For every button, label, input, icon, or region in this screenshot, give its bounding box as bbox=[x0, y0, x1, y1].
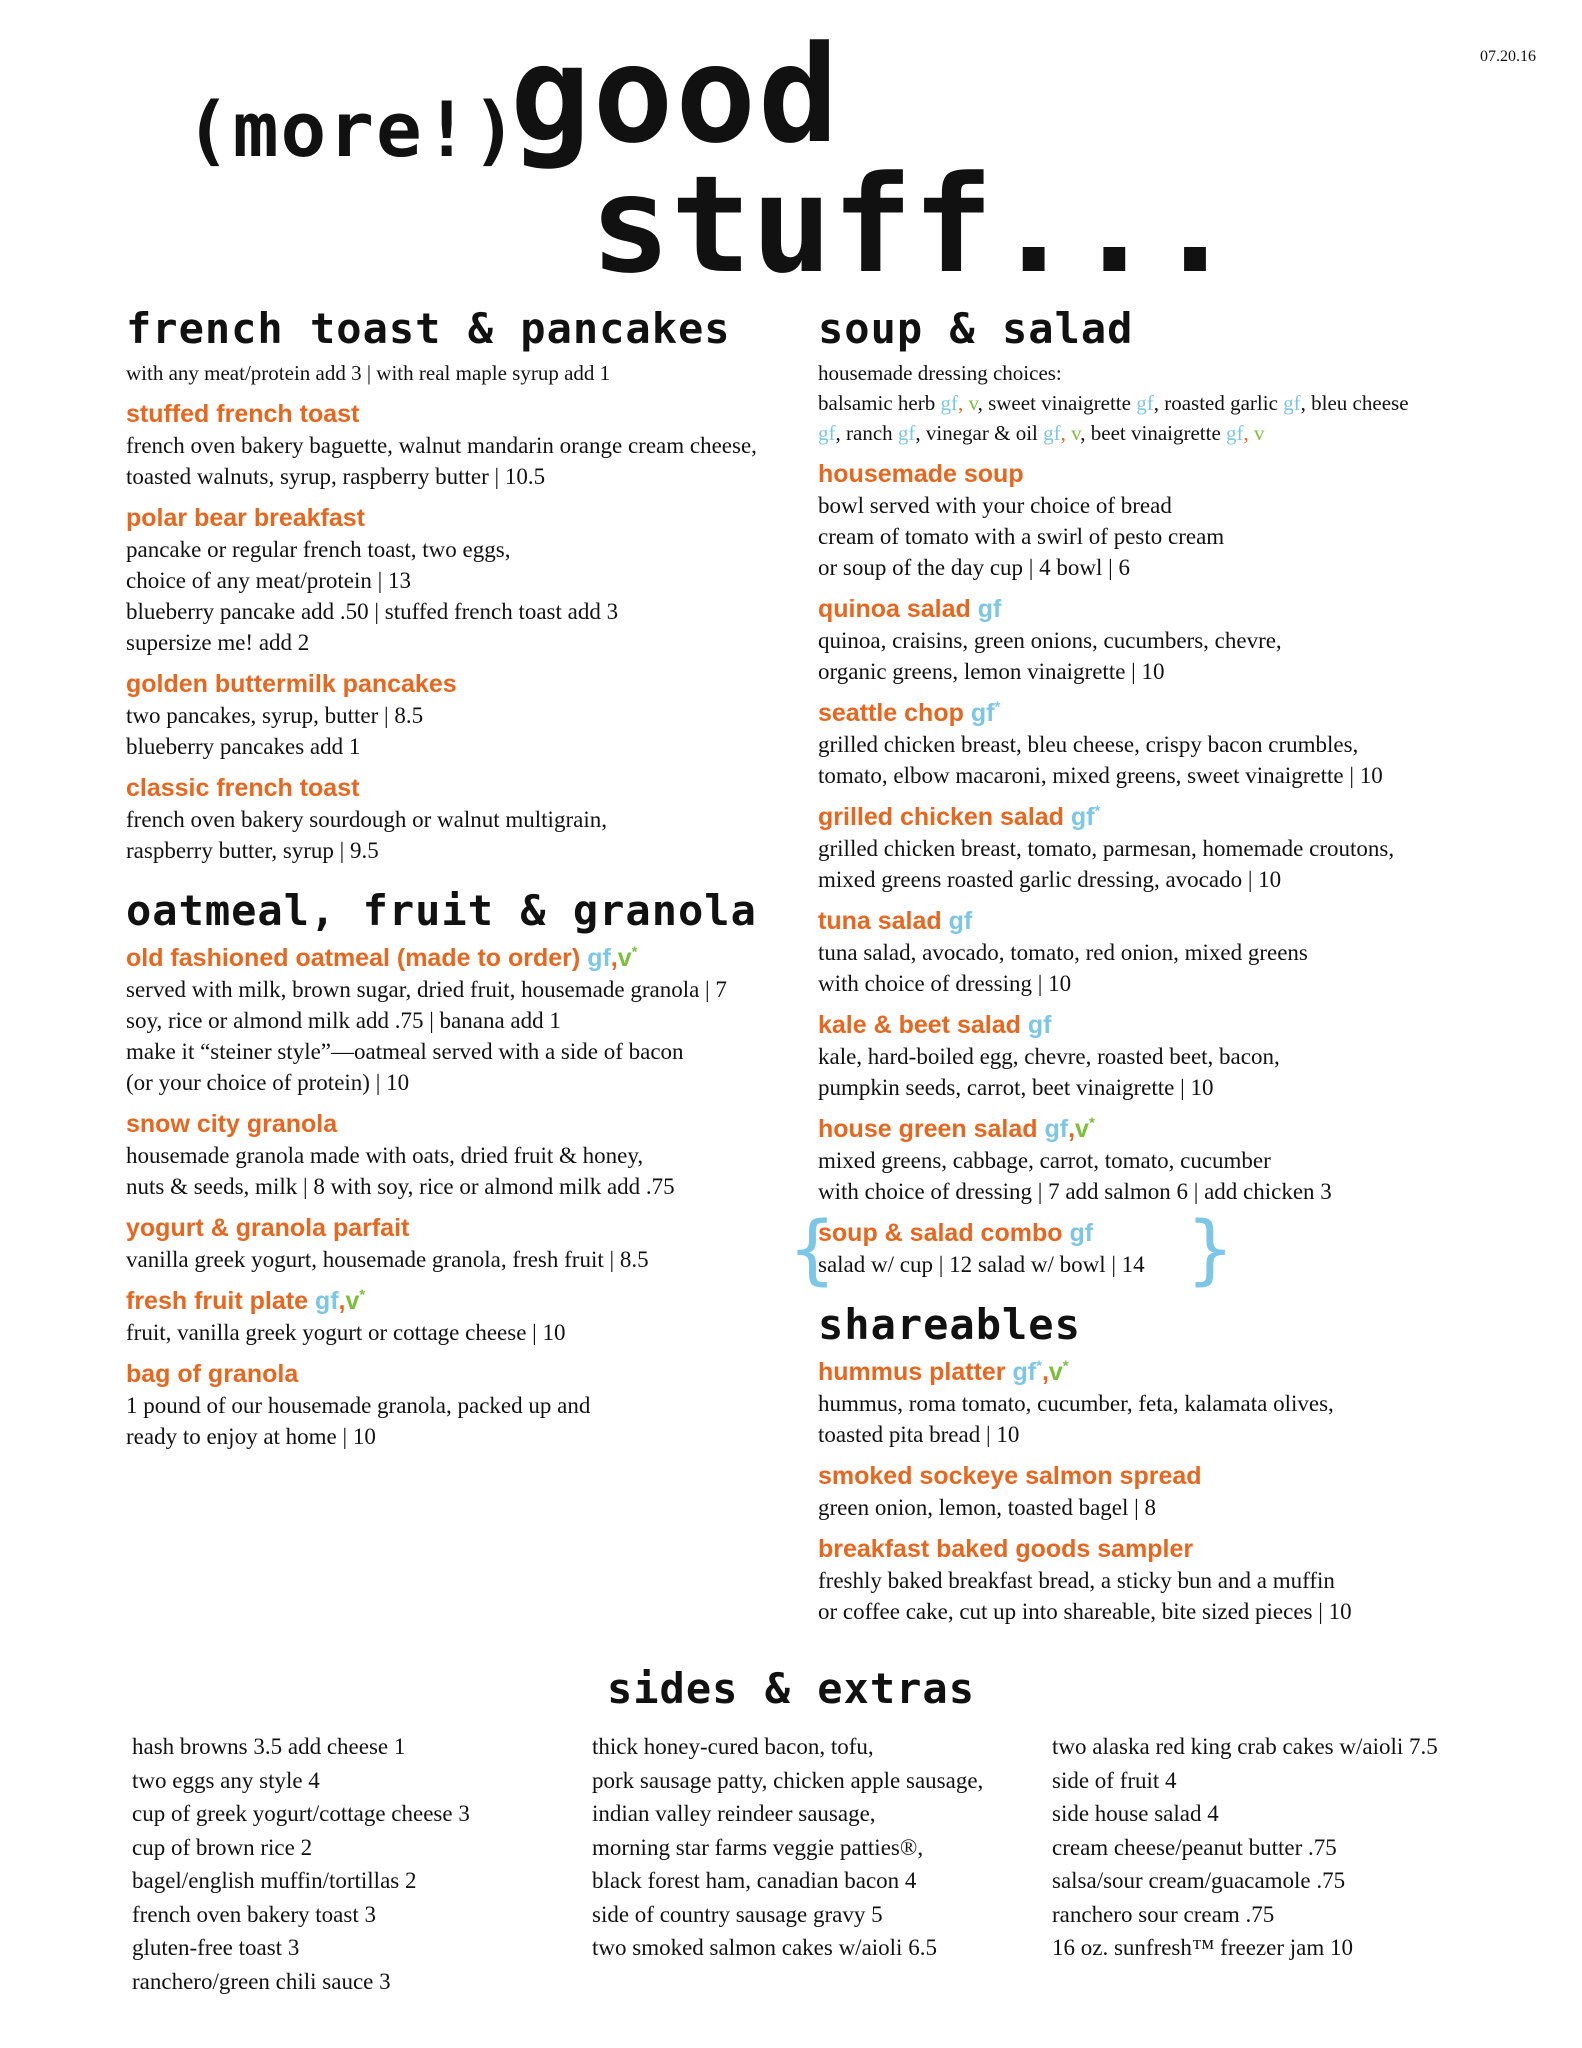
section-title: soup & salad bbox=[818, 304, 1134, 353]
menu-item bbox=[126, 1212, 816, 1275]
tag-separator: , bbox=[610, 944, 618, 972]
dressing-label: housemade dressing choices: bbox=[818, 361, 1062, 385]
menu-item bbox=[126, 942, 816, 1098]
item-desc: tuna salad, avocado, tomato, red onion, mixed greens bbox=[818, 940, 1308, 965]
side-item: two eggs any style 4 bbox=[132, 1767, 320, 1793]
item-desc: blueberry pancake add .50 | stuffed french toast add 3 bbox=[126, 599, 619, 624]
menu-item bbox=[818, 697, 1518, 791]
dressing-text: , beet vinaigrette bbox=[1080, 421, 1227, 445]
item-desc: 1 pound of our housemade granola, packed up and bbox=[126, 1393, 591, 1418]
item-name-text: quinoa salad bbox=[818, 595, 971, 623]
dressing-text: , vinegar & oil bbox=[915, 421, 1044, 445]
menu-item bbox=[818, 1460, 1518, 1523]
section-title: french toast & pancakes bbox=[126, 304, 731, 353]
side-item: 16 oz. sunfresh™ freezer jam 10 bbox=[1052, 1935, 1353, 1960]
side-item: french oven bakery toast 3 bbox=[132, 1901, 376, 1927]
menu-item bbox=[818, 1356, 1518, 1450]
item-name: housemade soup bbox=[818, 460, 1024, 488]
menu-item bbox=[818, 1533, 1518, 1627]
menu-header bbox=[185, 17, 1305, 303]
section-oatmeal bbox=[126, 882, 816, 1452]
asterisk-mark: * bbox=[631, 943, 638, 961]
item-desc: toasted walnuts, syrup, raspberry butter | 10.5 bbox=[126, 464, 546, 489]
item-desc: green onion, lemon, toasted bagel | 8 bbox=[818, 1495, 1157, 1520]
item-name: polar bear breakfast bbox=[126, 504, 365, 532]
menu-item bbox=[126, 1285, 816, 1348]
menu-item bbox=[126, 398, 816, 492]
side-item: cream cheese/peanut butter .75 bbox=[1052, 1834, 1337, 1860]
gluten-free-tag: gf bbox=[1044, 1115, 1069, 1143]
item-desc: nuts & seeds, milk | 8 with soy, rice or almond milk add .75 bbox=[126, 1174, 675, 1199]
menu-item bbox=[818, 1009, 1518, 1103]
item-name bbox=[818, 1356, 1518, 1388]
item-desc: mixed greens, cabbage, carrot, tomato, cucumber bbox=[818, 1148, 1271, 1173]
title-line-2: stuff... bbox=[590, 147, 1236, 303]
section-soup-salad bbox=[788, 300, 1518, 1293]
title-prefix: (more!) bbox=[185, 85, 520, 174]
item-desc: kale, hard-boiled egg, chevre, roasted beet, bacon, bbox=[818, 1044, 1280, 1069]
item-desc: (or your choice of protein) | 10 bbox=[126, 1070, 410, 1095]
vegetarian-tag: v bbox=[1071, 421, 1081, 445]
item-desc: toasted pita bread | 10 bbox=[818, 1422, 1020, 1447]
dressing-text: balsamic herb bbox=[818, 391, 941, 415]
menu-item bbox=[126, 772, 816, 866]
asterisk-mark: * bbox=[359, 1286, 366, 1304]
gluten-free-tag: gf bbox=[897, 421, 916, 445]
item-desc: grilled chicken breast, bleu cheese, crispy bacon crumbles, bbox=[818, 732, 1359, 757]
section-subtitle: with any meat/protein add 3 | with real maple syrup add 1 bbox=[126, 361, 611, 385]
item-name-text: hummus platter bbox=[818, 1358, 1006, 1386]
gluten-free-tag: gf bbox=[1283, 391, 1301, 415]
menu-date: 07.20.16 bbox=[1480, 48, 1536, 65]
gluten-free-tag: gf bbox=[818, 421, 836, 445]
item-name: snow city granola bbox=[126, 1110, 338, 1138]
item-desc: blueberry pancakes add 1 bbox=[126, 734, 361, 759]
side-item: side house salad 4 bbox=[1052, 1801, 1219, 1826]
side-item: cup of greek yogurt/cottage cheese 3 bbox=[132, 1801, 470, 1826]
dressing-text: , sweet vinaigrette bbox=[977, 391, 1137, 415]
gluten-free-tag: gf bbox=[1069, 1219, 1094, 1247]
sides-column-2 bbox=[592, 1730, 983, 1965]
dressing-text: , ranch bbox=[835, 421, 898, 445]
asterisk-mark: * bbox=[1094, 802, 1101, 820]
tag-separator: , bbox=[1068, 1115, 1076, 1143]
vegetarian-tag: v bbox=[617, 944, 632, 972]
gluten-free-tag: gf bbox=[1136, 391, 1154, 415]
item-name: stuffed french toast bbox=[126, 400, 360, 428]
section-french-toast bbox=[126, 300, 816, 866]
vegetarian-tag: v bbox=[968, 391, 978, 415]
item-name-text: seattle chop bbox=[818, 699, 964, 727]
item-desc: mixed greens roasted garlic dressing, avocado | 10 bbox=[818, 867, 1282, 892]
side-item: black forest ham, canadian bacon 4 bbox=[592, 1868, 917, 1893]
vegetarian-tag: v bbox=[1254, 421, 1265, 445]
item-name bbox=[818, 593, 1518, 625]
menu-item bbox=[818, 1113, 1518, 1207]
item-desc: quinoa, craisins, green onions, cucumbers, chevre, bbox=[818, 628, 1282, 653]
gluten-free-tag: gf bbox=[1027, 1011, 1052, 1039]
item-desc: raspberry butter, syrup | 9.5 bbox=[126, 838, 379, 863]
side-item: indian valley reindeer sausage, bbox=[592, 1801, 876, 1826]
side-item: ranchero/green chili sauce 3 bbox=[132, 1968, 391, 1994]
item-desc: with choice of dressing | 10 bbox=[818, 971, 1072, 996]
item-desc: two pancakes, syrup, butter | 8.5 bbox=[126, 703, 424, 728]
side-item: hash browns 3.5 add cheese 1 bbox=[132, 1734, 406, 1759]
combo-item bbox=[788, 1204, 1518, 1293]
item-name-text: fresh fruit plate bbox=[126, 1287, 308, 1315]
asterisk-mark: * bbox=[1088, 1114, 1095, 1132]
side-item: pork sausage patty, chicken apple sausage, bbox=[592, 1767, 984, 1793]
item-name: bag of granola bbox=[126, 1360, 299, 1388]
sides-column-1 bbox=[132, 1730, 470, 1998]
item-desc: fruit, vanilla greek yogurt or cottage cheese | 10 bbox=[126, 1320, 566, 1345]
side-item: ranchero sour cream .75 bbox=[1052, 1901, 1275, 1927]
menu-item bbox=[126, 1108, 816, 1202]
right-column bbox=[788, 300, 1518, 1627]
item-name: classic french toast bbox=[126, 774, 360, 802]
asterisk-mark: * bbox=[1036, 1357, 1042, 1375]
gluten-free-tag: gf bbox=[977, 595, 1002, 623]
item-name: yogurt & granola parfait bbox=[126, 1214, 410, 1242]
item-name bbox=[818, 1113, 1518, 1145]
side-item: thick honey-cured bacon, tofu, bbox=[592, 1734, 874, 1759]
dressing-line bbox=[818, 418, 1518, 448]
item-desc: supersize me! add 2 bbox=[126, 630, 310, 655]
gluten-free-tag: gf bbox=[1012, 1358, 1037, 1386]
item-desc: housemade granola made with oats, dried fruit & honey, bbox=[126, 1143, 644, 1168]
side-item: cup of brown rice 2 bbox=[132, 1834, 313, 1860]
left-column bbox=[126, 300, 816, 1452]
side-item: morning star farms veggie patties®, bbox=[592, 1834, 924, 1860]
item-desc: ready to enjoy at home | 10 bbox=[126, 1424, 376, 1449]
side-item: side of country sausage gravy 5 bbox=[592, 1901, 883, 1927]
item-desc: make it “steiner style”—oatmeal served with a side of bacon bbox=[126, 1039, 684, 1064]
gluten-free-tag: gf bbox=[587, 944, 611, 972]
dressing-text: , bleu cheese bbox=[1300, 391, 1409, 415]
item-desc: grilled chicken breast, tomato, parmesan, homemade croutons, bbox=[818, 836, 1395, 861]
item-name-text: old fashioned oatmeal (made to order) bbox=[126, 944, 581, 972]
item-desc: hummus, roma tomato, cucumber, feta, kalamata olives, bbox=[818, 1391, 1334, 1416]
menu-item bbox=[126, 1358, 816, 1452]
item-desc: french oven bakery baguette, walnut mandarin orange cream cheese, bbox=[126, 433, 757, 458]
item-name bbox=[818, 697, 1518, 729]
item-desc: served with milk, brown sugar, dried fruit, housemade granola | 7 bbox=[126, 977, 727, 1002]
menu-item bbox=[126, 668, 816, 762]
menu-item bbox=[818, 801, 1518, 895]
side-item: gluten-free toast 3 bbox=[132, 1935, 300, 1960]
item-desc: tomato, elbow macaroni, mixed greens, sweet vinaigrette | 10 bbox=[818, 763, 1383, 788]
tag-separator: , bbox=[1041, 1358, 1049, 1386]
side-item: two smoked salmon cakes w/aioli 6.5 bbox=[592, 1935, 937, 1960]
item-name: breakfast baked goods sampler bbox=[818, 1535, 1194, 1563]
item-name-text: grilled chicken salad bbox=[818, 803, 1064, 831]
vegetarian-tag: v bbox=[345, 1287, 360, 1315]
tag-separator: , bbox=[338, 1287, 346, 1315]
section-title: oatmeal, fruit & granola bbox=[126, 886, 757, 935]
sides-column-3 bbox=[1052, 1730, 1438, 1965]
left-brace-icon: { bbox=[788, 1204, 837, 1293]
tag-separator: , bbox=[1243, 421, 1255, 445]
side-item: side of fruit 4 bbox=[1052, 1767, 1177, 1793]
gluten-free-tag: gf bbox=[1226, 421, 1244, 445]
item-desc: or soup of the day cup | 4 bowl | 6 bbox=[818, 555, 1130, 580]
side-item: salsa/sour cream/guacamole .75 bbox=[1052, 1868, 1346, 1893]
item-desc: soy, rice or almond milk add .75 | banana add 1 bbox=[126, 1008, 561, 1033]
gluten-free-tag: gf bbox=[970, 699, 995, 727]
gluten-free-tag: gf bbox=[940, 391, 958, 415]
item-desc: salad w/ cup | 12 salad w/ bowl | 14 bbox=[818, 1252, 1145, 1277]
item-name bbox=[818, 801, 1518, 833]
right-brace-icon: } bbox=[1186, 1204, 1235, 1293]
asterisk-mark: * bbox=[994, 698, 1001, 716]
item-name bbox=[818, 905, 1518, 937]
gluten-free-tag: gf bbox=[948, 907, 973, 935]
item-desc: pancake or regular french toast, two eggs, bbox=[126, 537, 511, 562]
section-shareables bbox=[818, 1296, 1518, 1627]
item-desc: vanilla greek yogurt, housemade granola, fresh fruit | 8.5 bbox=[126, 1247, 649, 1272]
menu-item bbox=[126, 502, 816, 658]
item-desc: organic greens, lemon vinaigrette | 10 bbox=[818, 659, 1165, 684]
menu-item bbox=[818, 458, 1518, 583]
tag-separator: , bbox=[1060, 421, 1072, 445]
side-item: bagel/english muffin/tortillas 2 bbox=[132, 1868, 417, 1893]
item-name-text: soup & salad combo bbox=[818, 1219, 1063, 1247]
item-name: golden buttermilk pancakes bbox=[126, 670, 457, 698]
dressing-line bbox=[818, 388, 1518, 418]
item-desc: choice of any meat/protein | 13 bbox=[126, 568, 411, 593]
item-desc: bowl served with your choice of bread bbox=[818, 493, 1172, 518]
item-name bbox=[818, 1217, 1518, 1249]
sides-section-header bbox=[0, 1660, 1582, 1718]
item-desc: freshly baked breakfast bread, a sticky bun and a muffin bbox=[818, 1568, 1335, 1593]
item-desc: with choice of dressing | 7 add salmon 6 | add chicken 3 bbox=[818, 1179, 1332, 1204]
menu-item bbox=[818, 593, 1518, 687]
tag-separator: , bbox=[957, 391, 969, 415]
item-desc: or coffee cake, cut up into shareable, bite sized pieces | 10 bbox=[818, 1599, 1352, 1624]
item-name bbox=[126, 1285, 816, 1317]
vegetarian-tag: v bbox=[1075, 1115, 1089, 1143]
item-name-text: kale & beet salad bbox=[818, 1011, 1021, 1039]
item-desc: cream of tomato with a swirl of pesto cream bbox=[818, 524, 1225, 549]
menu-item bbox=[818, 905, 1518, 999]
asterisk-mark: * bbox=[1062, 1357, 1069, 1375]
vegetarian-tag: v bbox=[1048, 1358, 1063, 1386]
section-title: sides & extras bbox=[606, 1664, 975, 1713]
gluten-free-tag: gf bbox=[1070, 803, 1095, 831]
title-line-1: good bbox=[510, 17, 841, 173]
item-desc: pumpkin seeds, carrot, beet vinaigrette | 10 bbox=[818, 1075, 1214, 1100]
side-item: two alaska red king crab cakes w/aioli 7.5 bbox=[1052, 1734, 1438, 1759]
item-name-text: house green salad bbox=[818, 1115, 1038, 1143]
item-name bbox=[126, 942, 816, 974]
item-name-text: tuna salad bbox=[818, 907, 942, 935]
item-name: smoked sockeye salmon spread bbox=[818, 1462, 1202, 1490]
gluten-free-tag: gf bbox=[314, 1287, 339, 1315]
section-title: shareables bbox=[818, 1300, 1081, 1349]
dressing-text: , roasted garlic bbox=[1153, 391, 1284, 415]
gluten-free-tag: gf bbox=[1043, 421, 1061, 445]
item-desc: french oven bakery sourdough or walnut multigrain, bbox=[126, 807, 607, 832]
item-name bbox=[818, 1009, 1518, 1041]
